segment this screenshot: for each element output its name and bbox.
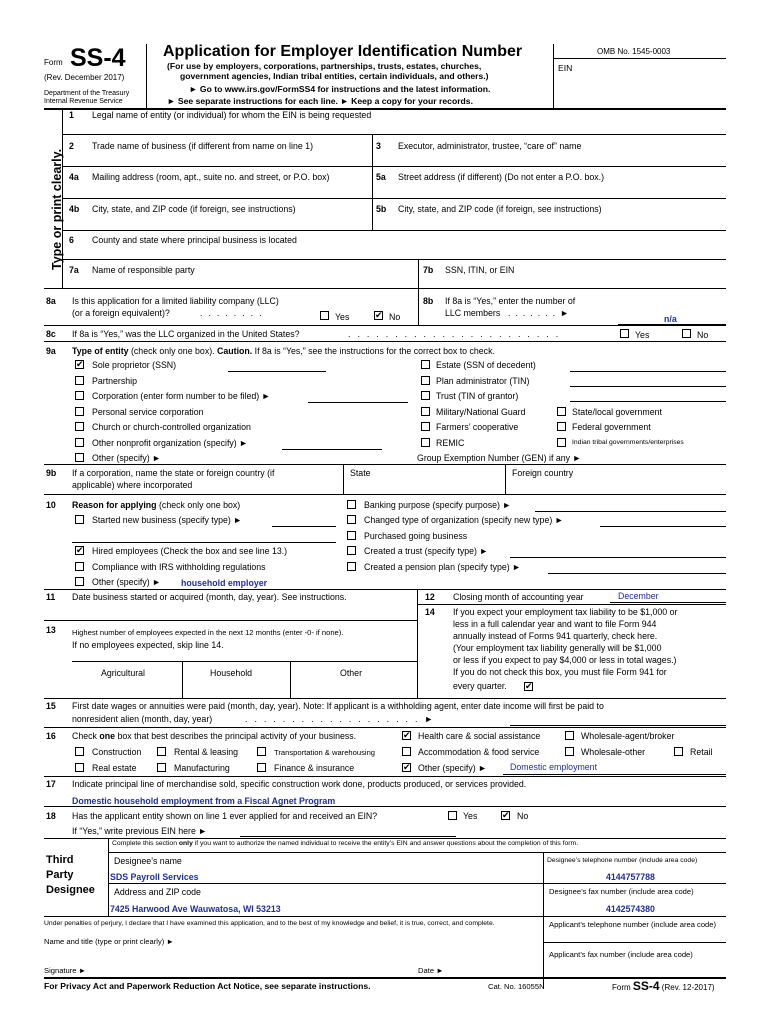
perjury-statement: Under penalties of perjury, I declare that I have examined this application, and to the best of my knowledge and belief, it is true, correct, and complete. — [44, 920, 495, 927]
instructions-link[interactable]: ► Go to www.irs.gov/FormSS4 for instructions and the latest information. — [189, 84, 491, 94]
entity-personal-service-label: Personal service corporation — [92, 407, 204, 417]
line-8b-dots: .......► — [508, 308, 574, 318]
line-15-label-2: nonresident alien (month, day, year) — [72, 714, 213, 724]
line-1-label: Legal name of entity (or individual) for whom the EIN is being requested — [92, 110, 372, 120]
activity-wholesale-agent-label: Wholesale-agent/broker — [581, 731, 675, 741]
line-7a-number: 7a — [69, 265, 79, 275]
line-4b-number: 4b — [69, 204, 80, 214]
entity-indian-tribal-label: Indian tribal governments/enterprises — [572, 439, 684, 446]
line-13-agricultural-label: Agricultural — [101, 668, 146, 678]
line-5a-number: 5a — [376, 172, 386, 182]
line-4a-number: 4a — [69, 172, 79, 182]
designee-phone-label: Designee’s telephone number (include area code) — [547, 857, 698, 864]
line-5b-number: 5b — [376, 204, 387, 214]
line-18-label: Has the applicant entity shown on line 1 ever applied for and received an EIN? — [72, 811, 378, 821]
line-12-value[interactable]: December — [618, 591, 659, 601]
entity-plan-admin-label: Plan administrator (TIN) — [436, 376, 530, 386]
entity-military-checkbox[interactable] — [421, 407, 430, 416]
line-9b-country-label: Foreign country — [512, 468, 574, 478]
line-8c-label: If 8a is “Yes,” was the LLC organized in the United States? — [72, 329, 300, 339]
line-12-label: Closing month of accounting year — [453, 592, 584, 602]
line-18-no-label: No — [517, 811, 529, 821]
line-18-no-checkbox[interactable] — [501, 811, 510, 820]
date-label: Date ► — [418, 966, 444, 975]
reason-other-value[interactable]: household employer — [181, 578, 268, 588]
entity-nonprofit-checkbox[interactable] — [75, 438, 84, 447]
line-18-yes-label: Yes — [463, 811, 478, 821]
line-17-value[interactable]: Domestic household employment from a Fiscal Agnet Program — [72, 796, 336, 806]
type-or-print-label: Type or print clearly. — [50, 148, 64, 270]
entity-sole-proprietor-label: Sole proprietor (SSN) — [92, 360, 177, 370]
activity-manufacturing-label: Manufacturing — [174, 763, 230, 773]
entity-estate-label: Estate (SSN of decedent) — [436, 360, 536, 370]
activity-wholesale-other-checkbox[interactable] — [565, 747, 574, 756]
line-8a-label-2: (or a foreign equivalent)? — [72, 308, 170, 318]
line-14-number: 14 — [425, 607, 435, 617]
line-16-number: 16 — [46, 731, 56, 741]
activity-real-estate-checkbox[interactable] — [75, 763, 84, 772]
entity-indian-tribal-checkbox[interactable] — [557, 438, 566, 447]
designee-intro: Complete this section only if you want to authorize the named individual to receive the entity’s EIN and answer questions about the completion of this form. — [112, 840, 579, 847]
third-label: Third — [46, 854, 74, 866]
entity-remic-checkbox[interactable] — [421, 438, 430, 447]
activity-transportation-checkbox[interactable] — [257, 747, 266, 756]
reason-other-checkbox[interactable] — [75, 577, 84, 586]
entity-state-local-checkbox[interactable] — [557, 407, 566, 416]
line-4a-label: Mailing address (room, apt., suite no. and street, or P.O. box) — [92, 172, 330, 182]
line-8b-number: 8b — [423, 296, 434, 306]
line-8a-yes-checkbox[interactable] — [320, 311, 329, 320]
entity-state-local-label: State/local government — [572, 407, 662, 417]
line-7a-label: Name of responsible party — [92, 265, 195, 275]
line-15-dots: ...................► — [245, 714, 441, 724]
designee-address-value[interactable]: 7425 Harwood Ave Wauwatosa, WI 53213 — [110, 904, 281, 914]
agency: Internal Revenue Service — [44, 98, 123, 105]
entity-federal-checkbox[interactable] — [557, 422, 566, 431]
line-14-text-2: less in a full calendar year and want to file Form 944 — [453, 619, 657, 629]
line-8b-value[interactable]: n/a — [664, 314, 677, 324]
line-17-number: 17 — [46, 779, 56, 789]
line-3-number: 3 — [376, 141, 381, 151]
line-8c-yes-label: Yes — [635, 330, 650, 340]
omb-number: OMB No. 1545-0003 — [597, 47, 671, 56]
line-9b-number: 9b — [46, 468, 57, 478]
line-3-label: Executor, administrator, trustee, “care of” name — [398, 141, 582, 151]
line-5b-label: City, state, and ZIP code (if foreign, see instructions) — [398, 204, 602, 214]
reason-banking-label: Banking purpose (specify purpose) ► — [364, 500, 512, 510]
line-2-label: Trade name of business (if different from name on line 1) — [92, 141, 314, 151]
line-13-number: 13 — [46, 625, 56, 635]
name-title-label: Name and title (type or print clearly) ► — [44, 937, 174, 946]
line-8c-dots: ....................... — [348, 329, 566, 339]
catalog-number: Cat. No. 16055N — [488, 982, 545, 991]
reason-other-label: Other (specify) ► — [92, 577, 161, 587]
line-14-text-6: If you do not check this box, you must file Form 941 for — [453, 667, 667, 677]
activity-rental-label: Rental & leasing — [174, 747, 239, 757]
line-6-label: County and state where principal business is located — [92, 235, 297, 245]
activity-construction-label: Construction — [92, 747, 142, 757]
reason-created-trust-label: Created a trust (specify type) ► — [364, 546, 489, 556]
line-8a-number: 8a — [46, 296, 56, 306]
line-14-text-4: (Your employment tax liability generally will be $1,000 — [453, 643, 662, 653]
activity-construction-checkbox[interactable] — [75, 747, 84, 756]
reason-compliance-label: Compliance with IRS withholding regulations — [92, 562, 266, 572]
entity-nonprofit-label: Other nonprofit organization (specify) ► — [92, 438, 248, 448]
line-14-text-3: annually instead of Forms 941 quarterly, check here. — [453, 631, 658, 641]
activity-real-estate-label: Real estate — [92, 763, 137, 773]
line-8a-yes-label: Yes — [335, 312, 350, 322]
entity-personal-service-checkbox[interactable] — [75, 407, 84, 416]
line-7b-label: SSN, ITIN, or EIN — [445, 265, 515, 275]
reason-purchased-checkbox[interactable] — [347, 531, 356, 540]
entity-partnership-checkbox[interactable] — [75, 376, 84, 385]
entity-sole-proprietor-checkbox[interactable] — [75, 360, 84, 369]
line-13-label-2: If no employees expected, skip line 14. — [72, 640, 224, 650]
line-18-yes-checkbox[interactable] — [448, 811, 457, 820]
designee-label: Designee — [46, 884, 95, 896]
signature-label: Signature ► — [44, 966, 87, 975]
entity-other-label: Other (specify) ► — [92, 453, 161, 463]
activity-finance-label: Finance & insurance — [274, 763, 355, 773]
reason-banking-checkbox[interactable] — [347, 500, 356, 509]
activity-transportation-label: Transportation & warehousing — [274, 748, 376, 757]
privacy-notice: For Privacy Act and Paperwork Reduction Act Notice, see separate instructions. — [44, 981, 371, 991]
activity-wholesale-agent-checkbox[interactable] — [565, 731, 574, 740]
line-9b-label-1: If a corporation, name the state or foreign country (if — [72, 468, 275, 478]
designee-name-value[interactable]: SDS Payroll Services — [110, 872, 199, 882]
ein-label: EIN — [558, 63, 573, 73]
line-18-number: 18 — [46, 811, 56, 821]
line-4b-label: City, state, and ZIP code (if foreign, see instructions) — [92, 204, 296, 214]
reason-changed-type-checkbox[interactable] — [347, 515, 356, 524]
entity-church-checkbox[interactable] — [75, 422, 84, 431]
line-11-number: 11 — [46, 592, 56, 602]
activity-other-value[interactable]: Domestic employment — [510, 762, 598, 772]
activity-other-label: Other (specify) ► — [418, 763, 487, 773]
line-8c-number: 8c — [46, 329, 56, 339]
form-revision: (Rev. December 2017) — [44, 73, 125, 82]
line-1-number: 1 — [69, 110, 74, 120]
line-8a-dots: ........ — [200, 308, 268, 318]
line-18-previous-ein-label: If “Yes,” write previous EIN here ► — [72, 826, 208, 836]
reason-new-business-checkbox[interactable] — [75, 515, 84, 524]
line-14-text-7: every quarter. — [453, 681, 507, 691]
line-8a-no-checkbox[interactable] — [374, 311, 383, 320]
activity-health-care-label: Health care & social assistance — [418, 731, 541, 741]
entity-farmers-coop-label: Farmers’ cooperative — [436, 422, 519, 432]
entity-partnership-label: Partnership — [92, 376, 137, 386]
designee-address-label: Address and ZIP code — [114, 887, 201, 897]
activity-rental-checkbox[interactable] — [157, 747, 166, 756]
form-number: SS-4 — [70, 44, 126, 72]
subtitle-2: government agencies, Indian tribal entities, certain individuals, and others.) — [180, 71, 489, 81]
activity-retail-checkbox[interactable] — [674, 747, 683, 756]
entity-corporation-checkbox[interactable] — [75, 391, 84, 400]
line-9b-label-2: applicable) where incorporated — [72, 480, 193, 490]
reason-changed-type-label: Changed type of organization (specify new type) ► — [364, 515, 564, 525]
entity-remic-label: REMIC — [436, 438, 465, 448]
footer-form-id: Form SS-4 (Rev. 12-2017) — [612, 979, 715, 993]
reason-hired-employees-checkbox[interactable] — [75, 546, 84, 555]
line-14-text-5: or less if you expect to pay $4,000 or less in total wages.) — [453, 655, 677, 665]
applicant-fax-label: Applicant’s fax number (include area code) — [549, 950, 693, 959]
line-8c-yes-checkbox[interactable] — [620, 329, 629, 338]
activity-wholesale-other-label: Wholesale-other — [581, 747, 646, 757]
activity-other-checkbox[interactable] — [402, 763, 411, 772]
reason-compliance-checkbox[interactable] — [75, 562, 84, 571]
line-8c-no-checkbox[interactable] — [682, 329, 691, 338]
entity-corporation-label: Corporation (enter form number to be filed) ► — [92, 391, 271, 401]
line-13-other-label: Other — [340, 668, 363, 678]
form-title: Application for Employer Identification Number — [163, 43, 523, 60]
line-13-household-label: Household — [210, 668, 253, 678]
line-5a-label: Street address (if different) (Do not enter a P.O. box.) — [398, 172, 605, 182]
line-9a-label: Type of entity (check only one box). Caution. If 8a is “Yes,” see the instructions for the correct box to check. — [72, 346, 495, 356]
line-11-label: Date business started or acquired (month, day, year). See instructions. — [72, 592, 347, 602]
entity-trust-label: Trust (TIN of grantor) — [436, 391, 519, 401]
line-14-text-1: If you expect your employment tax liability to be $1,000 or — [453, 607, 678, 617]
instructions-note: ► See separate instructions for each line. ► Keep a copy for your records. — [167, 96, 473, 106]
designee-phone-value[interactable]: 4144757788 — [606, 872, 655, 882]
line-8b-label-2: LLC members — [445, 308, 501, 318]
line-14-checkbox[interactable] — [524, 682, 533, 691]
line-8c-no-label: No — [697, 330, 709, 340]
line-9a-number: 9a — [46, 346, 56, 356]
entity-other-checkbox[interactable] — [75, 453, 84, 462]
entity-estate-checkbox[interactable] — [421, 360, 430, 369]
activity-manufacturing-checkbox[interactable] — [157, 763, 166, 772]
activity-accommodation-label: Accommodation & food service — [418, 747, 540, 757]
reason-new-business-label: Started new business (specify type) ► — [92, 515, 243, 525]
line-13-label-1: Highest number of employees expected in the next 12 months (enter -0- if none). — [72, 628, 344, 637]
line-17-label: Indicate principal line of merchandise sold, specific construction work done, products produced, or services provided. — [72, 779, 527, 789]
line-6-number: 6 — [69, 235, 74, 245]
line-8a-label-1: Is this application for a limited liability company (LLC) — [72, 296, 279, 306]
activity-accommodation-checkbox[interactable] — [402, 747, 411, 756]
line-8a-no-label: No — [389, 312, 401, 322]
activity-finance-checkbox[interactable] — [257, 763, 266, 772]
line-16-label: Check one box that best describes the principal activity of your business. — [72, 731, 357, 741]
entity-federal-label: Federal government — [572, 422, 651, 432]
line-8b-label-1: If 8a is “Yes,” enter the number of — [445, 296, 576, 306]
entity-trust-checkbox[interactable] — [421, 391, 430, 400]
group-exemption-label: Group Exemption Number (GEN) if any ► — [417, 453, 582, 463]
reason-created-trust-checkbox[interactable] — [347, 546, 356, 555]
line-15-label-1: First date wages or annuities were paid (month, day, year). Note: If applicant is a withholding agent, enter date income will first be paid to — [72, 701, 604, 711]
activity-retail-label: Retail — [690, 747, 713, 757]
entity-military-label: Military/National Guard — [436, 407, 526, 417]
line-12-number: 12 — [425, 592, 435, 602]
line-10-label: Reason for applying (check only one box) — [72, 500, 241, 510]
designee-fax-value[interactable]: 4142574380 — [606, 904, 655, 914]
form-word: Form — [44, 58, 63, 67]
entity-church-label: Church or church-controlled organization — [92, 422, 251, 432]
reason-purchased-label: Purchased going business — [364, 531, 468, 541]
designee-fax-label: Designee’s fax number (include area code) — [549, 887, 694, 896]
line-9b-state-label: State — [350, 468, 371, 478]
entity-plan-admin-checkbox[interactable] — [421, 376, 430, 385]
activity-health-care-checkbox[interactable] — [402, 731, 411, 740]
reason-pension-checkbox[interactable] — [347, 562, 356, 571]
reason-hired-employees-label: Hired employees (Check the box and see line 13.) — [92, 546, 288, 556]
line-15-number: 15 — [46, 701, 56, 711]
line-10-number: 10 — [46, 500, 56, 510]
subtitle-1: (For use by employers, corporations, partnerships, trusts, estates, churches, — [167, 61, 482, 71]
line-2-number: 2 — [69, 141, 74, 151]
party-label: Party — [46, 869, 74, 881]
entity-farmers-coop-checkbox[interactable] — [421, 422, 430, 431]
applicant-phone-label: Applicant’s telephone number (include area code) — [549, 920, 717, 929]
line-7b-number: 7b — [423, 265, 434, 275]
department: Department of the Treasury — [44, 90, 130, 97]
reason-pension-label: Created a pension plan (specify type) ► — [364, 562, 521, 572]
designee-name-label: Designee’s name — [114, 856, 182, 866]
